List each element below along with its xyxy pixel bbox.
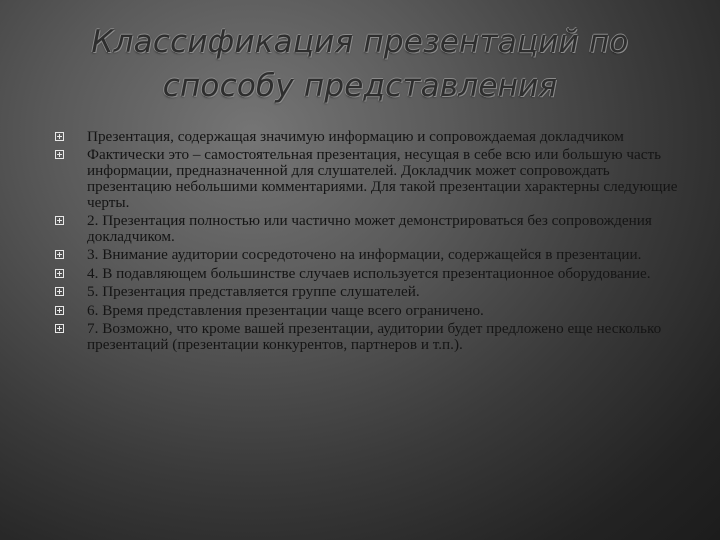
list-item xyxy=(52,247,692,263)
list-item xyxy=(52,147,692,210)
square-plus-bullet-icon xyxy=(55,306,64,315)
list-item-text: 5. Презентация представляется группе слушателей. xyxy=(87,283,420,301)
list-item xyxy=(52,213,692,245)
list-item xyxy=(52,321,692,353)
list-item-text: 2. Презентация полностью или частично может демонстрироваться без сопровождения докладчиком. xyxy=(87,212,652,245)
list-item xyxy=(52,129,692,145)
square-plus-bullet-icon xyxy=(55,287,64,296)
list-item-text: 3. Внимание аудитории сосредоточено на информации, содержащейся в презентации. xyxy=(87,246,642,264)
bullet-list xyxy=(52,129,692,355)
square-plus-bullet-icon xyxy=(55,269,64,278)
list-item-text: 4. В подавляющем большинстве случаев используется презентационное оборудование. xyxy=(87,264,651,282)
square-plus-bullet-icon xyxy=(55,132,64,141)
title-line-1: Классификация презентаций по xyxy=(91,24,629,60)
list-item-text: Фактически это – самостоятельная презентация, несущая в себе всю или большую часть информации, предназначенной для слушателей. Докладчик может сопровождать презентацию небольшими комментариями. Для такой презентации характерны следующие черты. xyxy=(87,146,678,211)
list-item-text: 6. Время представления презентации чаще всего ограничено. xyxy=(87,301,484,319)
list-item xyxy=(52,284,692,300)
list-item-text: Презентация, содержащая значимую информацию и сопровождаемая докладчиком xyxy=(87,128,624,145)
square-plus-bullet-icon xyxy=(55,324,64,333)
square-plus-bullet-icon xyxy=(55,216,64,225)
square-plus-bullet-icon xyxy=(55,150,64,159)
list-item-text: 7. Возможно, что кроме вашей презентации, аудитории будет предложено еще несколько презентаций (презентации конкурентов, партнеров и т.п.). xyxy=(87,319,662,353)
list-item xyxy=(52,303,692,319)
title-line-2: способу представления xyxy=(162,68,558,104)
list-item xyxy=(52,266,692,282)
slide-title xyxy=(40,20,680,108)
square-plus-bullet-icon xyxy=(55,250,64,259)
